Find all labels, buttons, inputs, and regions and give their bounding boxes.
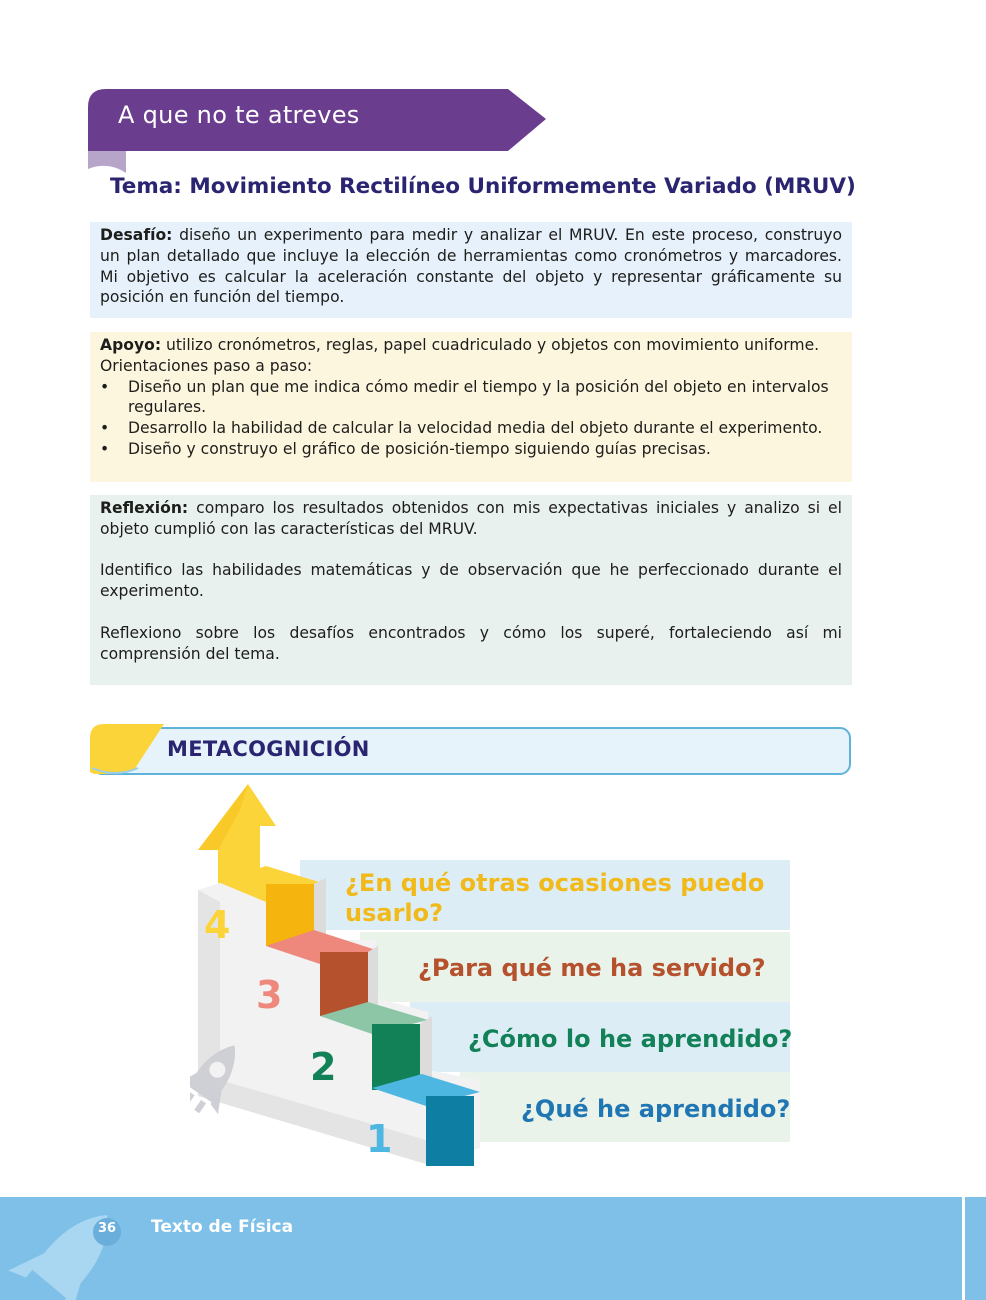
page-footer [0,1197,986,1300]
topic-heading: Tema: Movimiento Rectilíneo Uniformemente Variado (MRUV) [110,174,856,199]
footer-rocket-icon [0,1197,300,1300]
metacognition-title: METACOGNICIÓN [167,737,370,761]
support-text [100,335,842,356]
question-step-2: ¿Cómo lo he aprendido? [468,1025,793,1053]
question-step-3: ¿Para qué me ha servido? [418,954,766,982]
footer-edge-bar [962,1197,986,1300]
banner-title: A que no te atreves [118,101,360,129]
step-number-3: 3 [256,973,283,1017]
challenge-label: Desafío: [100,226,173,244]
metacognition-stairs [190,780,800,1180]
question-4-line-2: usarlo? [345,899,444,927]
question-step-4 [345,868,764,928]
reflection-paragraph-3: Reflexiono sobre los desafíos encontrados y cómo los superé, fortaleciendo así mi comprensión del tema. [100,623,842,663]
guide-heading: Orientaciones paso a paso: [100,356,313,375]
list-item: • Diseño un plan que me indica cómo medir el tiempo y la posición del objeto en intervalos regulares. [100,377,842,419]
step-number-2: 2 [310,1045,337,1089]
challenge-text [100,225,842,308]
guide-list [100,377,842,460]
list-item: • Desarrollo la habilidad de calcular la velocidad media del objeto durante el experimento. [100,418,842,439]
reflection-body: comparo los resultados obtenidos con mis expectativas iniciales y analizo si el objeto cumplió con las características del MRUV. [100,499,842,538]
reflection-paragraph-2: Identifico las habilidades matemáticas y de observación que he perfeccionado durante el experimento. [100,561,842,601]
support-body: utilizo cronómetros, reglas, papel cuadriculado y objetos con movimiento uniforme. [161,336,820,354]
reflection-box [90,495,852,685]
section-banner [88,89,546,173]
challenge-box [90,222,852,318]
reflection-text [100,498,842,540]
list-item: • Diseño y construyo el gráfico de posición-tiempo siguiendo guías precisas. [100,439,842,460]
footer-title: Texto de Física [151,1217,294,1237]
reflection-label: Reflexión: [100,499,189,517]
support-label: Apoyo: [100,336,162,354]
step-number-1: 1 [366,1117,393,1161]
page-number: 36 [97,1221,117,1236]
metacognition-header [86,720,854,780]
step-number-4: 4 [204,903,231,947]
challenge-body: diseño un experimento para medir y analizar el MRUV. En este proceso, construyo un plan detallado que incluye la elección de herramientas como cronómetros y marcadores. Mi objetivo es calcular la aceleración constante del objeto y representar gráficamente su posición en función del tiempo. [100,226,842,307]
question-4-line-1: ¿En qué otras ocasiones puedo [345,869,765,897]
question-step-1: ¿Qué he aprendido? [521,1095,791,1123]
support-box [90,332,852,482]
